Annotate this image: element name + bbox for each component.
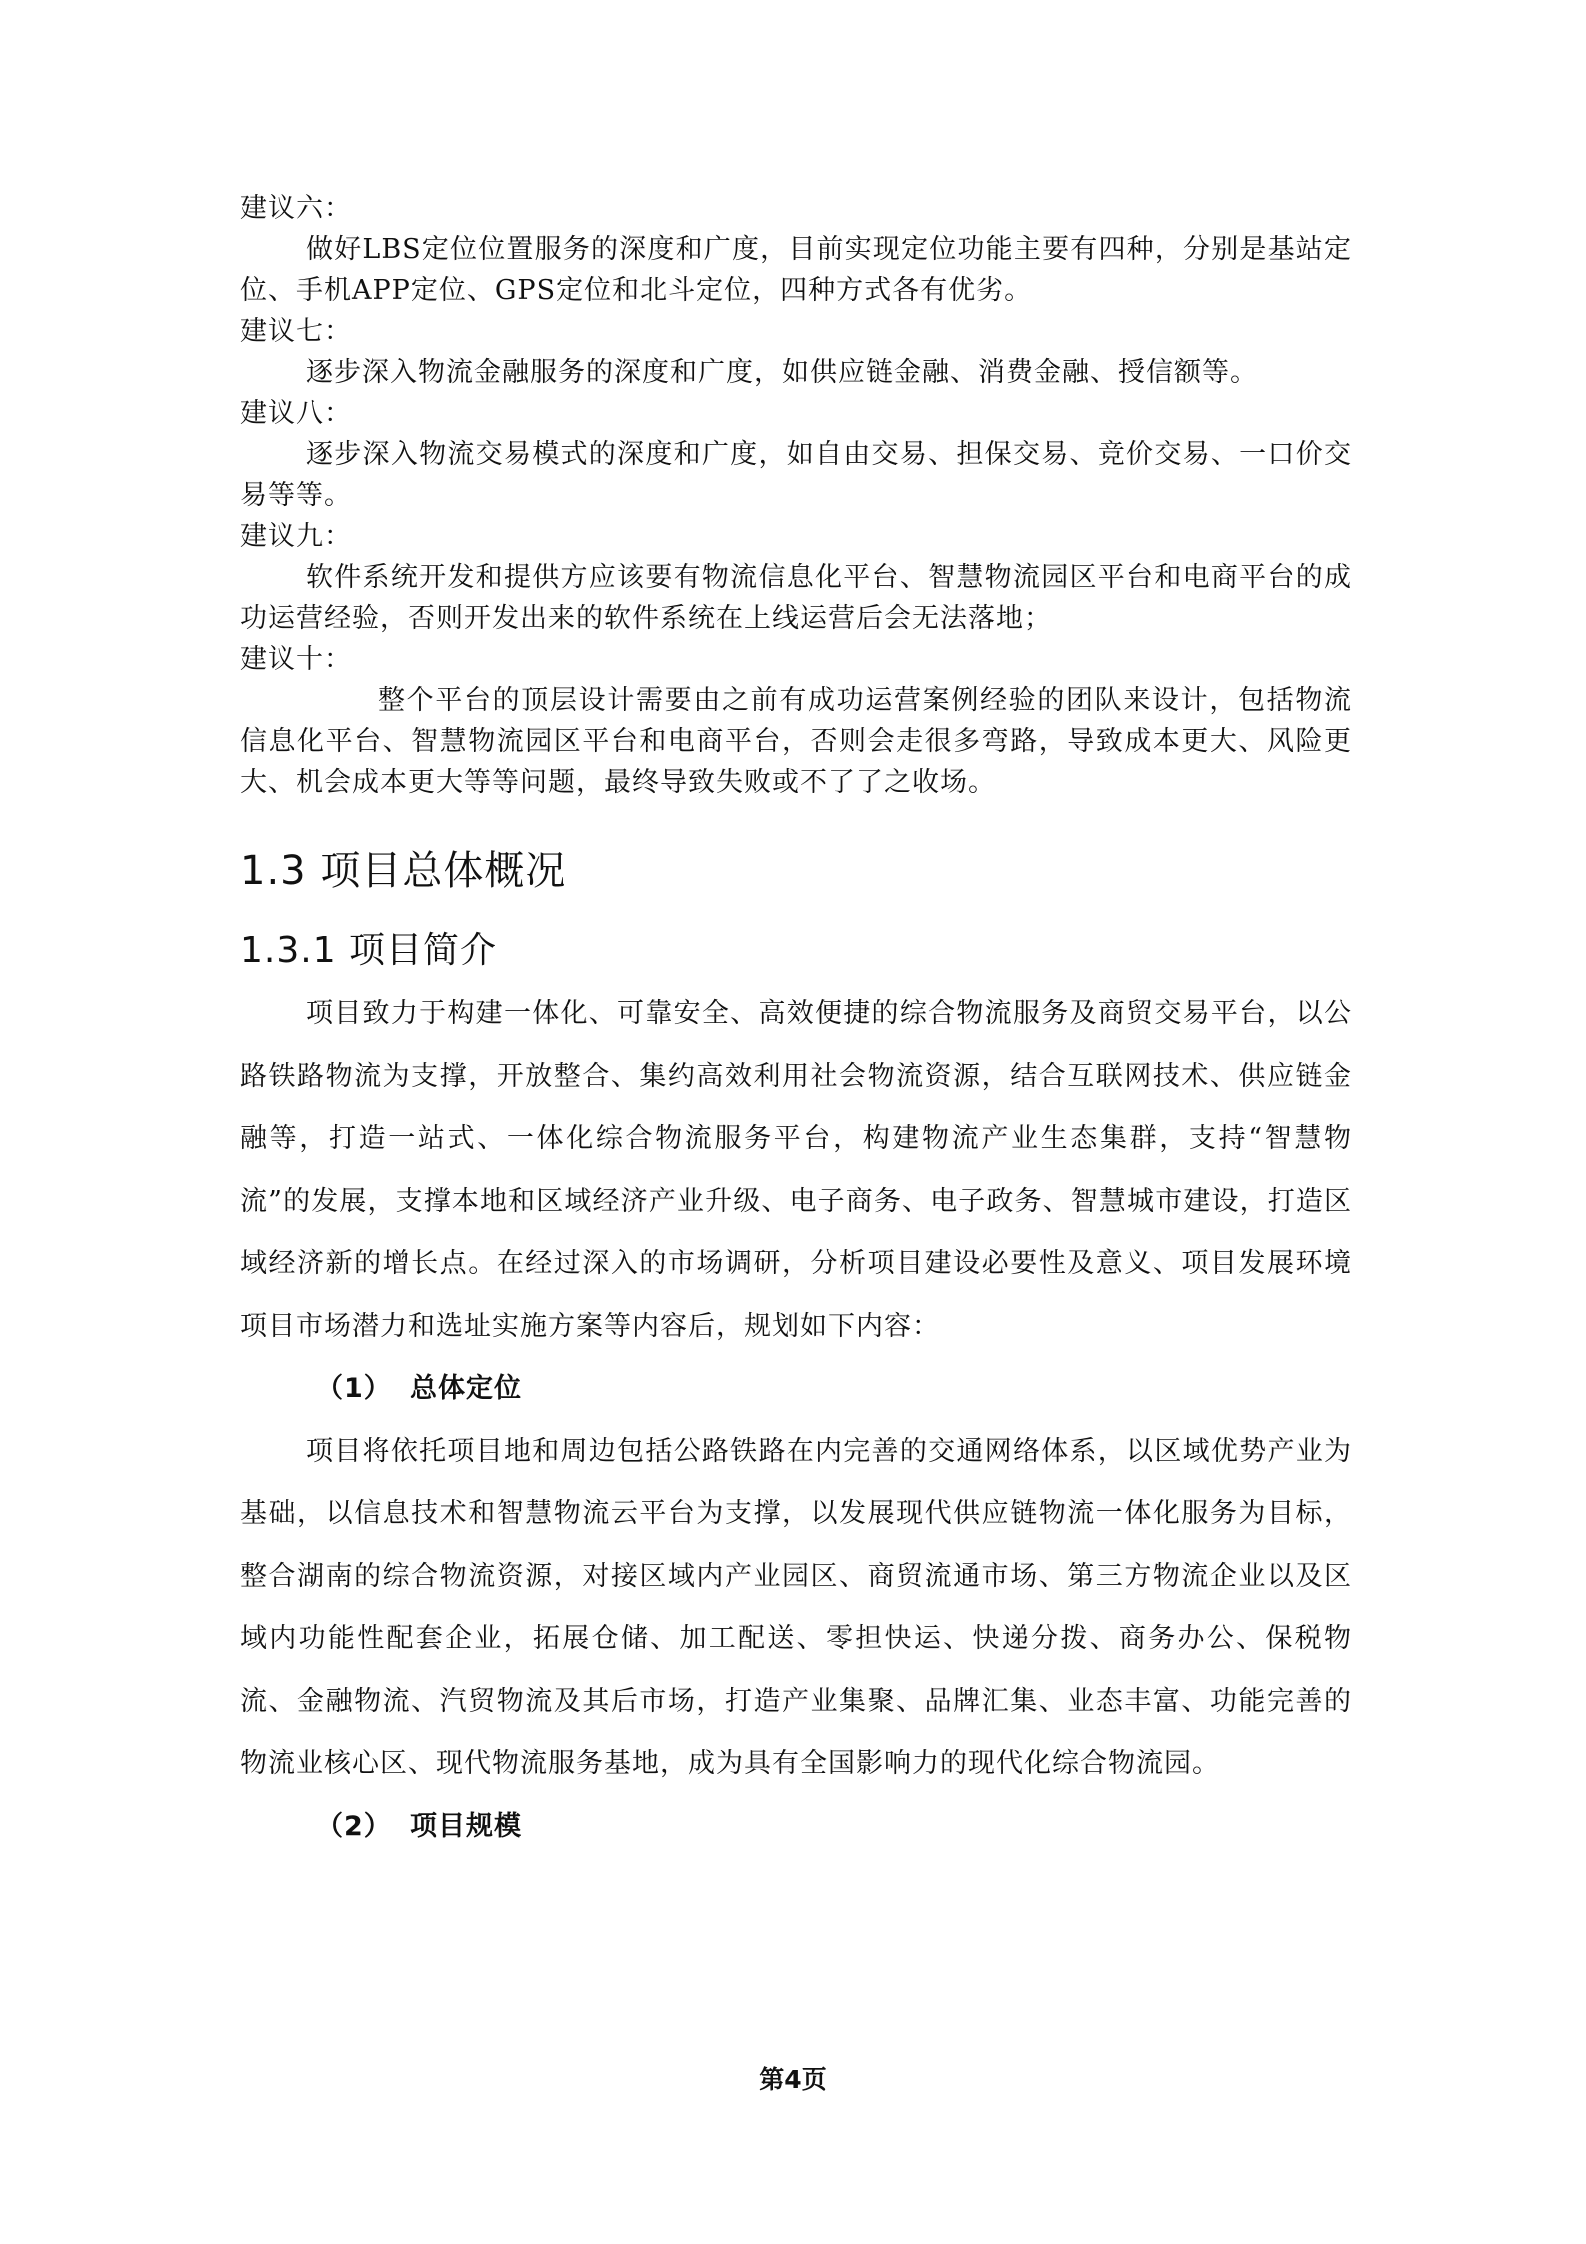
item-title: 项目规模 bbox=[410, 1810, 522, 1842]
recommendation-label: 建议十： bbox=[240, 644, 352, 675]
overall-positioning-paragraph: 项目将依托项目地和周边包括公路铁路在内完善的交通网络体系，以区域优势产业为基础，以信息技术和智慧物流云平台为支撑，以发展现代供应链物流一体化服务为目标，整合湖南的综合物流资源，对接区域内产业园区、商贸流通市场、第三方物流企业以及区域内功能性配套企业，拓展仓储、加工配送、零担快运、快递分拨、商务办公、保税物流、金融物流、汽贸物流及其后市场，打造产业集聚、品牌汇集、业态丰富、功能完善的物流业核心区、现代物流服务基地，成为具有全国影响力的现代化综合物流园。 bbox=[240, 1435, 1352, 1779]
recommendation-text: 做好LBS定位位置服务的深度和广度，目前实现定位功能主要有四种，分别是基站定位、手机APP定位、GPS定位和北斗定位，四种方式各有优劣。 bbox=[240, 234, 1352, 306]
recommendation-text: 整个平台的顶层设计需要由之前有成功运营案例经验的团队来设计，包括物流信息化平台、智慧物流园区平台和电商平台，否则会走很多弯路，导致成本更大、风险更大、机会成本更大等等问题，最终导致失败或不了了之收场。 bbox=[240, 685, 1352, 798]
recommendation-text: 逐步深入物流金融服务的深度和广度，如供应链金融、消费金融、授信额等。 bbox=[306, 357, 1258, 388]
recommendation-label: 建议八： bbox=[240, 398, 352, 429]
recommendation-7 bbox=[240, 311, 1352, 393]
recommendation-label: 建议七： bbox=[240, 316, 352, 347]
project-intro-paragraph: 项目致力于构建一体化、可靠安全、高效便捷的综合物流服务及商贸交易平台，以公路铁路物流为支撑，开放整合、集约高效利用社会物流资源，结合互联网技术、供应链金融等，打造一站式、一体化综合物流服务平台，构建物流产业生态集群，支持“智慧物流”的发展，支撑本地和区域经济产业升级、电子商务、电子政务、智慧城市建设，打造区域经济新的增长点。在经过深入的市场调研，分析项目建设必要性及意义、项目发展环境项目市场潜力和选址实施方案等内容后，规划如下内容： bbox=[240, 998, 1352, 1342]
recommendation-text: 软件系统开发和提供方应该要有物流信息化平台、智慧物流园区平台和电商平台的成功运营经验，否则开发出来的软件系统在上线运营后会无法落地； bbox=[240, 562, 1352, 634]
item-title: 总体定位 bbox=[410, 1373, 522, 1404]
item-number: （1） bbox=[316, 1373, 392, 1404]
recommendation-text: 逐步深入物流交易模式的深度和广度，如自由交易、担保交易、竞价交易、一口价交易等等。 bbox=[240, 439, 1352, 511]
item-heading-overall-positioning bbox=[240, 1358, 1352, 1421]
recommendation-9 bbox=[240, 516, 1352, 639]
recommendation-label: 建议六： bbox=[240, 193, 352, 224]
page-content bbox=[240, 188, 1352, 1858]
item-heading-project-scale bbox=[240, 1796, 1352, 1859]
recommendation-8 bbox=[240, 393, 1352, 516]
recommendation-label: 建议九： bbox=[240, 521, 352, 552]
recommendation-10 bbox=[240, 639, 1352, 803]
page-number: 第4页 bbox=[759, 2065, 827, 2094]
section-heading: 1.3 项目总体概况 bbox=[240, 848, 567, 894]
item-number: （2） bbox=[316, 1810, 392, 1842]
subsection-heading: 1.3.1 项目简介 bbox=[240, 930, 498, 971]
recommendation-6 bbox=[240, 188, 1352, 311]
